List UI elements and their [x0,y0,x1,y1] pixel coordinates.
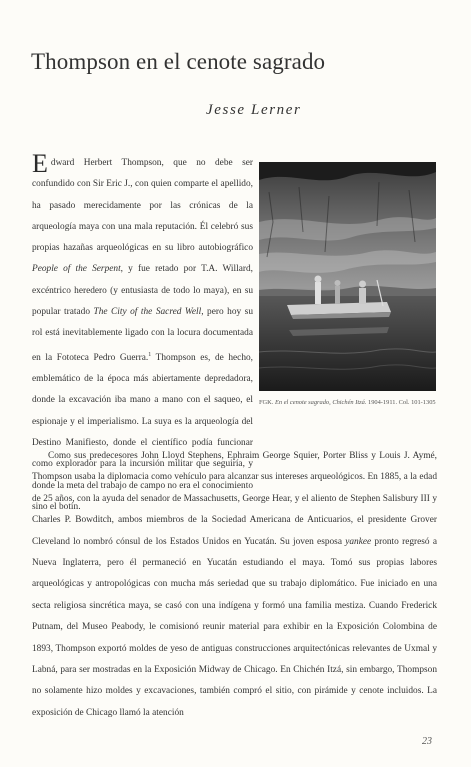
footnote-marker: 1 [148,351,152,358]
cenote-photo-image [259,162,436,391]
figure-caption [259,398,437,407]
book-title-people-of-the-serpent: People of the Serpent [32,264,121,275]
caption-details: 1904-1911. Col. 101-1305 [368,399,436,406]
drop-cap: E [32,149,48,178]
body-text-b: pronto regresó a Nueva Inglaterra, pero él permaneció en Yucatán estudiando el maya. Tomó sus propias labores arqueológicas y antropológicas con mucha más seriedad que su trabajo diplomático. Fue iniciado en una secta religiosa sincrética maya, se casó con una indígena y formó una familia mestiza. Cuando Frederick Putnam, del Museo Peabody, le comisionó reunir material para exhibir en la Exposición Colombina de 1893, Thompson exportó moldes de yeso de antiguas construcciones arquitectónicas relevantes de Uxmal y Labná, para ser mostradas en la Exposición Midway de Chicago. En Chichén Itzá, sin embargo, Thompson no solamente hizo moldes y excavaciones, también compró el sitio, con pirámide y cenote incluidos. La exposición de Chicago llamó la atención [32,536,437,718]
article-author: Jesse Lerner [206,102,302,118]
book-title-city-of-the-sacred-well: The City of the Sacred Well [93,307,202,318]
cenote-photograph [259,162,436,391]
caption-label: FGK. [259,399,274,406]
body-text-a: Como sus predecesores John Lloyd Stephens, Ephraim George Squier, Porter Bliss y Louis J. Aymé, Thompson usaba la diplomacia como vehículo para alcanzar sus intereses arqueológicos. En 1885, a la edad de 25 años, con la ayuda del senador de Massachusetts, George Hear, y el aliento de Stephen Salisbury III y Charles P. Bowditch, ambos miembros de la Sociedad Americana de Anticuarios, el presidente Grover Cleveland lo nombró cónsul de los Estados Unidos en Yucatán. Su joven esposa [32,451,437,547]
intro-text-b: , y fue retado por T.A. Willard, excéntrico heredero (y entusiasta de todo lo maya), en su popular tratado [32,264,253,318]
body-paragraph [32,446,437,724]
page-number: 23 [422,736,432,747]
intro-text-c: , pero hoy su rol está inevitablemente ligado con la locura documentada en la Fototeca Pedro Guerra. [32,307,253,363]
intro-text-a: dward Herbert Thompson, que no debe ser confundido con Sir Eric J., con quien comparte el apellido, ha pasado merecidamente por las crónicas de la arqueología maya con una mala reputación. Él celebró sus propias hazañas arqueológicas en su libro autobiográfico [32,158,253,254]
caption-title: En el cenote sagrado, Chichén Itzá. [275,399,367,406]
article-title: Thompson en el cenote sagrado [31,49,326,75]
body-italic-word: yankee [345,536,372,547]
intro-text-d: Thompson es, de hecho, emblemático de la época más abiertamente depredadora, donde la excavación iba mano a mano con el saqueo, el espionaje y el imperialismo. La suya es la arqueología del Destino Manifiesto, donde el científico podía funcionar como explorador para la incursión militar que seguiría, y donde la meta del trabajo de campo no era el conocimiento sino el botín. [32,352,254,512]
